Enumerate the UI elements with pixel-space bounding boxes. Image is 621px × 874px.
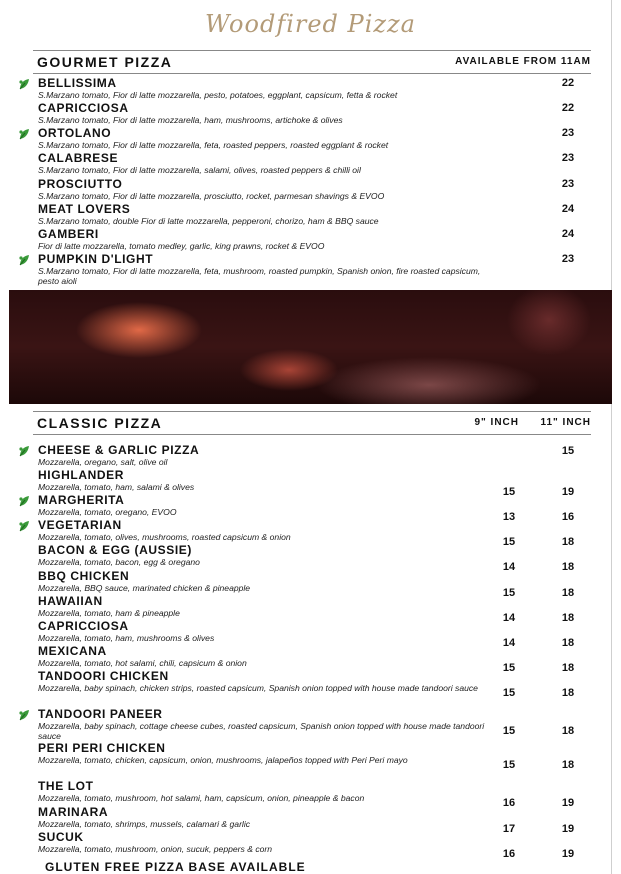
price-9-inch: 14 <box>502 612 516 624</box>
item-description: S.Marzano tomato, Fior di latte mozzarella, feta, mushroom, roasted pumpkin, Spanish onion, fire roasted capsicum, pesto aioli <box>38 266 481 286</box>
item-name: GAMBERI <box>38 227 99 241</box>
item-description: Mozzarella, tomato, mushroom, hot salami, ham, capsicum, onion, pineapple & bacon <box>38 793 365 803</box>
price-11-inch: 18 <box>561 662 575 674</box>
price-11-inch: 18 <box>561 561 575 573</box>
item-description: S.Marzano tomato, Fior di latte mozzarella, feta, roasted peppers, roasted eggplant & rocket <box>38 140 389 150</box>
price-9-inch: 14 <box>502 561 516 573</box>
item-price: 22 <box>561 77 575 89</box>
price-9-inch: 15 <box>502 759 516 771</box>
menu-item <box>38 101 498 125</box>
price-11-inch: 19 <box>561 486 575 498</box>
price-11-inch: 18 <box>561 536 575 548</box>
item-description: S.Marzano tomato, Fior di latte mozzarella, ham, mushrooms, artichoke & olives <box>38 115 343 125</box>
availability-note: AVAILABLE FROM 11AM <box>455 56 591 67</box>
item-name: TANDOORI CHICKEN <box>38 669 169 683</box>
page-edge <box>611 0 612 874</box>
price-11-inch: 18 <box>561 637 575 649</box>
gourmet-header <box>33 50 591 74</box>
item-name: HAWAIIAN <box>38 594 103 608</box>
gourmet-heading: GOURMET PIZZA <box>37 54 173 70</box>
menu-item <box>38 518 498 542</box>
menu-item <box>38 669 498 693</box>
gluten-free-note: GLUTEN FREE PIZZA BASE AVAILABLE <box>45 860 306 874</box>
menu-item <box>38 202 498 226</box>
col-11-inch: 11" INCH <box>540 417 591 428</box>
item-description: Mozzarella, tomato, shrimps, mussels, calamari & garlic <box>38 819 251 829</box>
menu-item <box>38 151 498 175</box>
price-11-inch: 18 <box>561 587 575 599</box>
price-9-inch: 15 <box>502 486 516 498</box>
item-description: Mozzarella, BBQ sauce, marinated chicken & pineapple <box>38 583 251 593</box>
menu-title: Woodfired Pizza <box>205 10 416 38</box>
menu-item <box>38 644 498 668</box>
fire-photo <box>9 290 612 404</box>
price-9-inch: 15 <box>502 587 516 599</box>
menu-item <box>38 805 498 829</box>
leaf-icon <box>18 444 30 456</box>
item-name: MEXICANA <box>38 644 107 658</box>
item-description: Mozzarella, tomato, hot salami, chili, capsicum & onion <box>38 658 247 668</box>
price-9-inch: 17 <box>502 823 516 835</box>
item-name: MEAT LOVERS <box>38 202 131 216</box>
item-name: SUCUK <box>38 830 84 844</box>
menu-item <box>38 569 498 593</box>
price-9-inch: 15 <box>502 536 516 548</box>
item-description: Mozzarella, baby spinach, cottage cheese cubes, roasted capsicum, Spanish onion topped with house made tandoori sauce <box>38 721 485 741</box>
leaf-icon <box>18 77 30 89</box>
price-11-inch: 19 <box>561 848 575 860</box>
menu-item <box>38 830 498 854</box>
item-price: 23 <box>561 127 575 139</box>
menu-item <box>38 468 498 492</box>
price-11-inch: 15 <box>561 445 575 457</box>
item-name: HIGHLANDER <box>38 468 124 482</box>
item-name: CHEESE & GARLIC PIZZA <box>38 443 200 457</box>
item-name: MARINARA <box>38 805 109 819</box>
leaf-icon <box>18 708 30 720</box>
item-name: ORTOLANO <box>38 126 112 140</box>
item-name: PROSCIUTTO <box>38 177 123 191</box>
menu-item <box>38 252 498 286</box>
item-name: TANDOORI PANEER <box>38 707 163 721</box>
item-description: Mozzarella, tomato, bacon, egg & oregano <box>38 557 200 567</box>
leaf-icon <box>18 494 30 506</box>
item-name: THE LOT <box>38 779 94 793</box>
item-description: S.Marzano tomato, double Fior di latte mozzarella, pepperoni, chorizo, ham & BBQ sauce <box>38 216 379 226</box>
menu-item <box>38 76 498 100</box>
price-9-inch: 15 <box>502 725 516 737</box>
item-name: BACON & EGG (AUSSIE) <box>38 543 193 557</box>
menu-item <box>38 619 498 643</box>
item-name: PUMPKIN D'LIGHT <box>38 252 154 266</box>
price-11-inch: 18 <box>561 687 575 699</box>
price-11-inch: 18 <box>561 759 575 771</box>
leaf-icon <box>18 519 30 531</box>
menu-item <box>38 741 498 765</box>
item-name: CAPRICCIOSA <box>38 619 129 633</box>
price-11-inch: 19 <box>561 797 575 809</box>
menu-item <box>38 779 498 803</box>
menu-item <box>38 126 498 150</box>
item-price: 23 <box>561 253 575 265</box>
item-name: CALABRESE <box>38 151 119 165</box>
item-description: Mozzarella, tomato, chicken, capsicum, onion, mushrooms, jalapeños topped with Peri Peri mayo <box>38 755 408 765</box>
menu-item <box>38 707 498 741</box>
item-description: Mozzarella, tomato, ham, salami & olives <box>38 482 195 492</box>
menu-item <box>38 493 498 517</box>
menu-item <box>38 177 498 201</box>
menu-item <box>38 543 498 567</box>
col-9-inch: 9" INCH <box>474 417 519 428</box>
item-description: Fior di latte mozzarella, tomato medley, garlic, king prawns, rocket & EVOO <box>38 241 325 251</box>
item-price: 24 <box>561 203 575 215</box>
item-description: Mozzarella, tomato, olives, mushrooms, roasted capsicum & onion <box>38 532 291 542</box>
item-name: BELLISSIMA <box>38 76 117 90</box>
classic-heading: CLASSIC PIZZA <box>37 415 163 431</box>
item-price: 24 <box>561 228 575 240</box>
price-9-inch: 16 <box>502 797 516 809</box>
item-name: BBQ CHICKEN <box>38 569 130 583</box>
item-description: Mozzarella, tomato, ham, mushrooms & olives <box>38 633 215 643</box>
classic-header <box>33 411 591 435</box>
leaf-icon <box>18 253 30 265</box>
menu-item <box>38 443 498 467</box>
item-name: CAPRICCIOSA <box>38 101 129 115</box>
item-description: S.Marzano tomato, Fior di latte mozzarella, pesto, potatoes, eggplant, capsicum, fetta & rocket <box>38 90 398 100</box>
item-description: Mozzarella, tomato, oregano, EVOO <box>38 507 177 517</box>
item-description: Mozzarella, tomato, mushroom, onion, sucuk, peppers & corn <box>38 844 273 854</box>
price-9-inch: 15 <box>502 662 516 674</box>
price-11-inch: 18 <box>561 612 575 624</box>
item-description: Mozzarella, tomato, ham & pineapple <box>38 608 180 618</box>
price-9-inch: 13 <box>502 511 516 523</box>
price-9-inch: 15 <box>502 687 516 699</box>
menu-item <box>38 227 498 251</box>
item-name: VEGETARIAN <box>38 518 122 532</box>
price-9-inch: 16 <box>502 848 516 860</box>
item-price: 23 <box>561 178 575 190</box>
price-9-inch: 14 <box>502 637 516 649</box>
item-name: MARGHERITA <box>38 493 125 507</box>
menu-item <box>38 594 498 618</box>
item-description: Mozzarella, oregano, salt, olive oil <box>38 457 168 467</box>
price-11-inch: 18 <box>561 725 575 737</box>
item-description: S.Marzano tomato, Fior di latte mozzarella, prosciutto, rocket, parmesan shavings & EVOO <box>38 191 385 201</box>
item-name: PERI PERI CHICKEN <box>38 741 166 755</box>
item-price: 23 <box>561 152 575 164</box>
item-description: S.Marzano tomato, Fior di latte mozzarella, salami, olives, roasted peppers & chilli oil <box>38 165 361 175</box>
leaf-icon <box>18 127 30 139</box>
item-price: 22 <box>561 102 575 114</box>
price-11-inch: 19 <box>561 823 575 835</box>
price-11-inch: 16 <box>561 511 575 523</box>
item-description: Mozzarella, baby spinach, chicken strips, roasted capsicum, Spanish onion topped with house made tandoori sauce <box>38 683 478 693</box>
